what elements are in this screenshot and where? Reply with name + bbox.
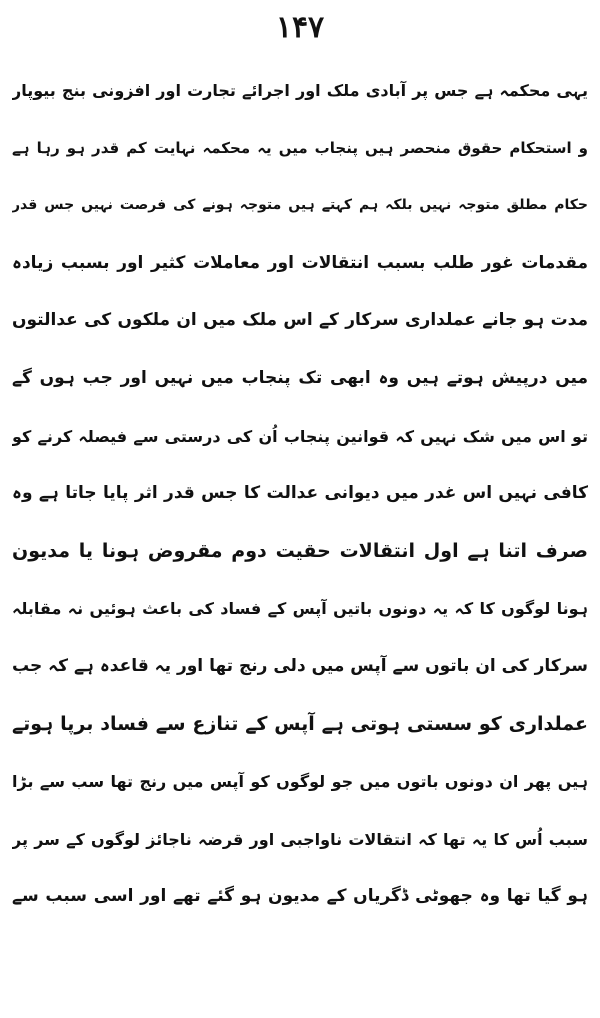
- text-line: سبب اُس کا یہ تھا کہ انتقالات ناواجبی اور قرضہ ناجائز لوگوں کے سر پر: [12, 829, 588, 849]
- text-line: کافی نہیں اس غدر میں دیوانی عدالت کا جس قدر اثر پایا جاتا ہے وہ: [12, 483, 588, 504]
- text-line: و استحکام حقوق منحصر ہیں پنجاب میں یہ محکمہ نہایت کم قدر ہو رہا ہے: [12, 138, 588, 157]
- text-line: صرف اتنا ہے اول انتقالات حقیت دوم مقروض ہونا یا مدیون: [12, 539, 588, 562]
- text-line: سرکار کی ان باتوں سے آپس میں دلی رنج تھا اور یہ قاعدہ ہے کہ جب: [12, 655, 588, 676]
- text-line: ہو گیا تھا وہ جھوٹی ڈگریاں کے مدیون ہو گئے تھے اور اسی سبب سے: [12, 886, 588, 907]
- text-line: ہیں پھر ان دونوں باتوں میں جو لوگوں کو آپس میں رنج تھا سب سے بڑا: [12, 772, 588, 792]
- page-number: ۱۴۷: [275, 10, 325, 45]
- text-line: تو اس میں شک نہیں کہ قوانین پنجاب اُن کی درستی سے فیصلہ کرنے کو: [12, 426, 588, 446]
- text-line: میں درپیش ہوتے ہیں وہ ابھی تک پنجاب میں نہیں اور جب ہوں گے: [12, 367, 588, 388]
- text-line: ہونا لوگوں کا کہ یہ دونوں باتیں آپس کے فساد کی باعث ہوئیں نہ مقابلہ: [12, 599, 588, 619]
- text-line: حکام مطلق متوجہ نہیں بلکہ ہم کہتے ہیں متوجہ ہونے کی فرصت نہیں جس قدر: [12, 197, 588, 214]
- text-line: مقدمات غور طلب بسبب انتقالات اور معاملات کثیر اور بسبب زیادہ: [12, 252, 588, 273]
- text-line: مدت ہو جانے عملداری سرکار کے اس ملک میں ان ملکوں کی عدالتوں: [12, 310, 588, 331]
- body-text: [12, 62, 588, 926]
- text-line: عملداری کو سستی ہوتی ہے آپس کے تنازع سے فساد برپا ہوتے: [12, 712, 588, 735]
- text-line: یہی محکمہ ہے جس پر آبادی ملک اور اجرائے تجارت اور افزونی بنج بیوپار: [12, 81, 588, 100]
